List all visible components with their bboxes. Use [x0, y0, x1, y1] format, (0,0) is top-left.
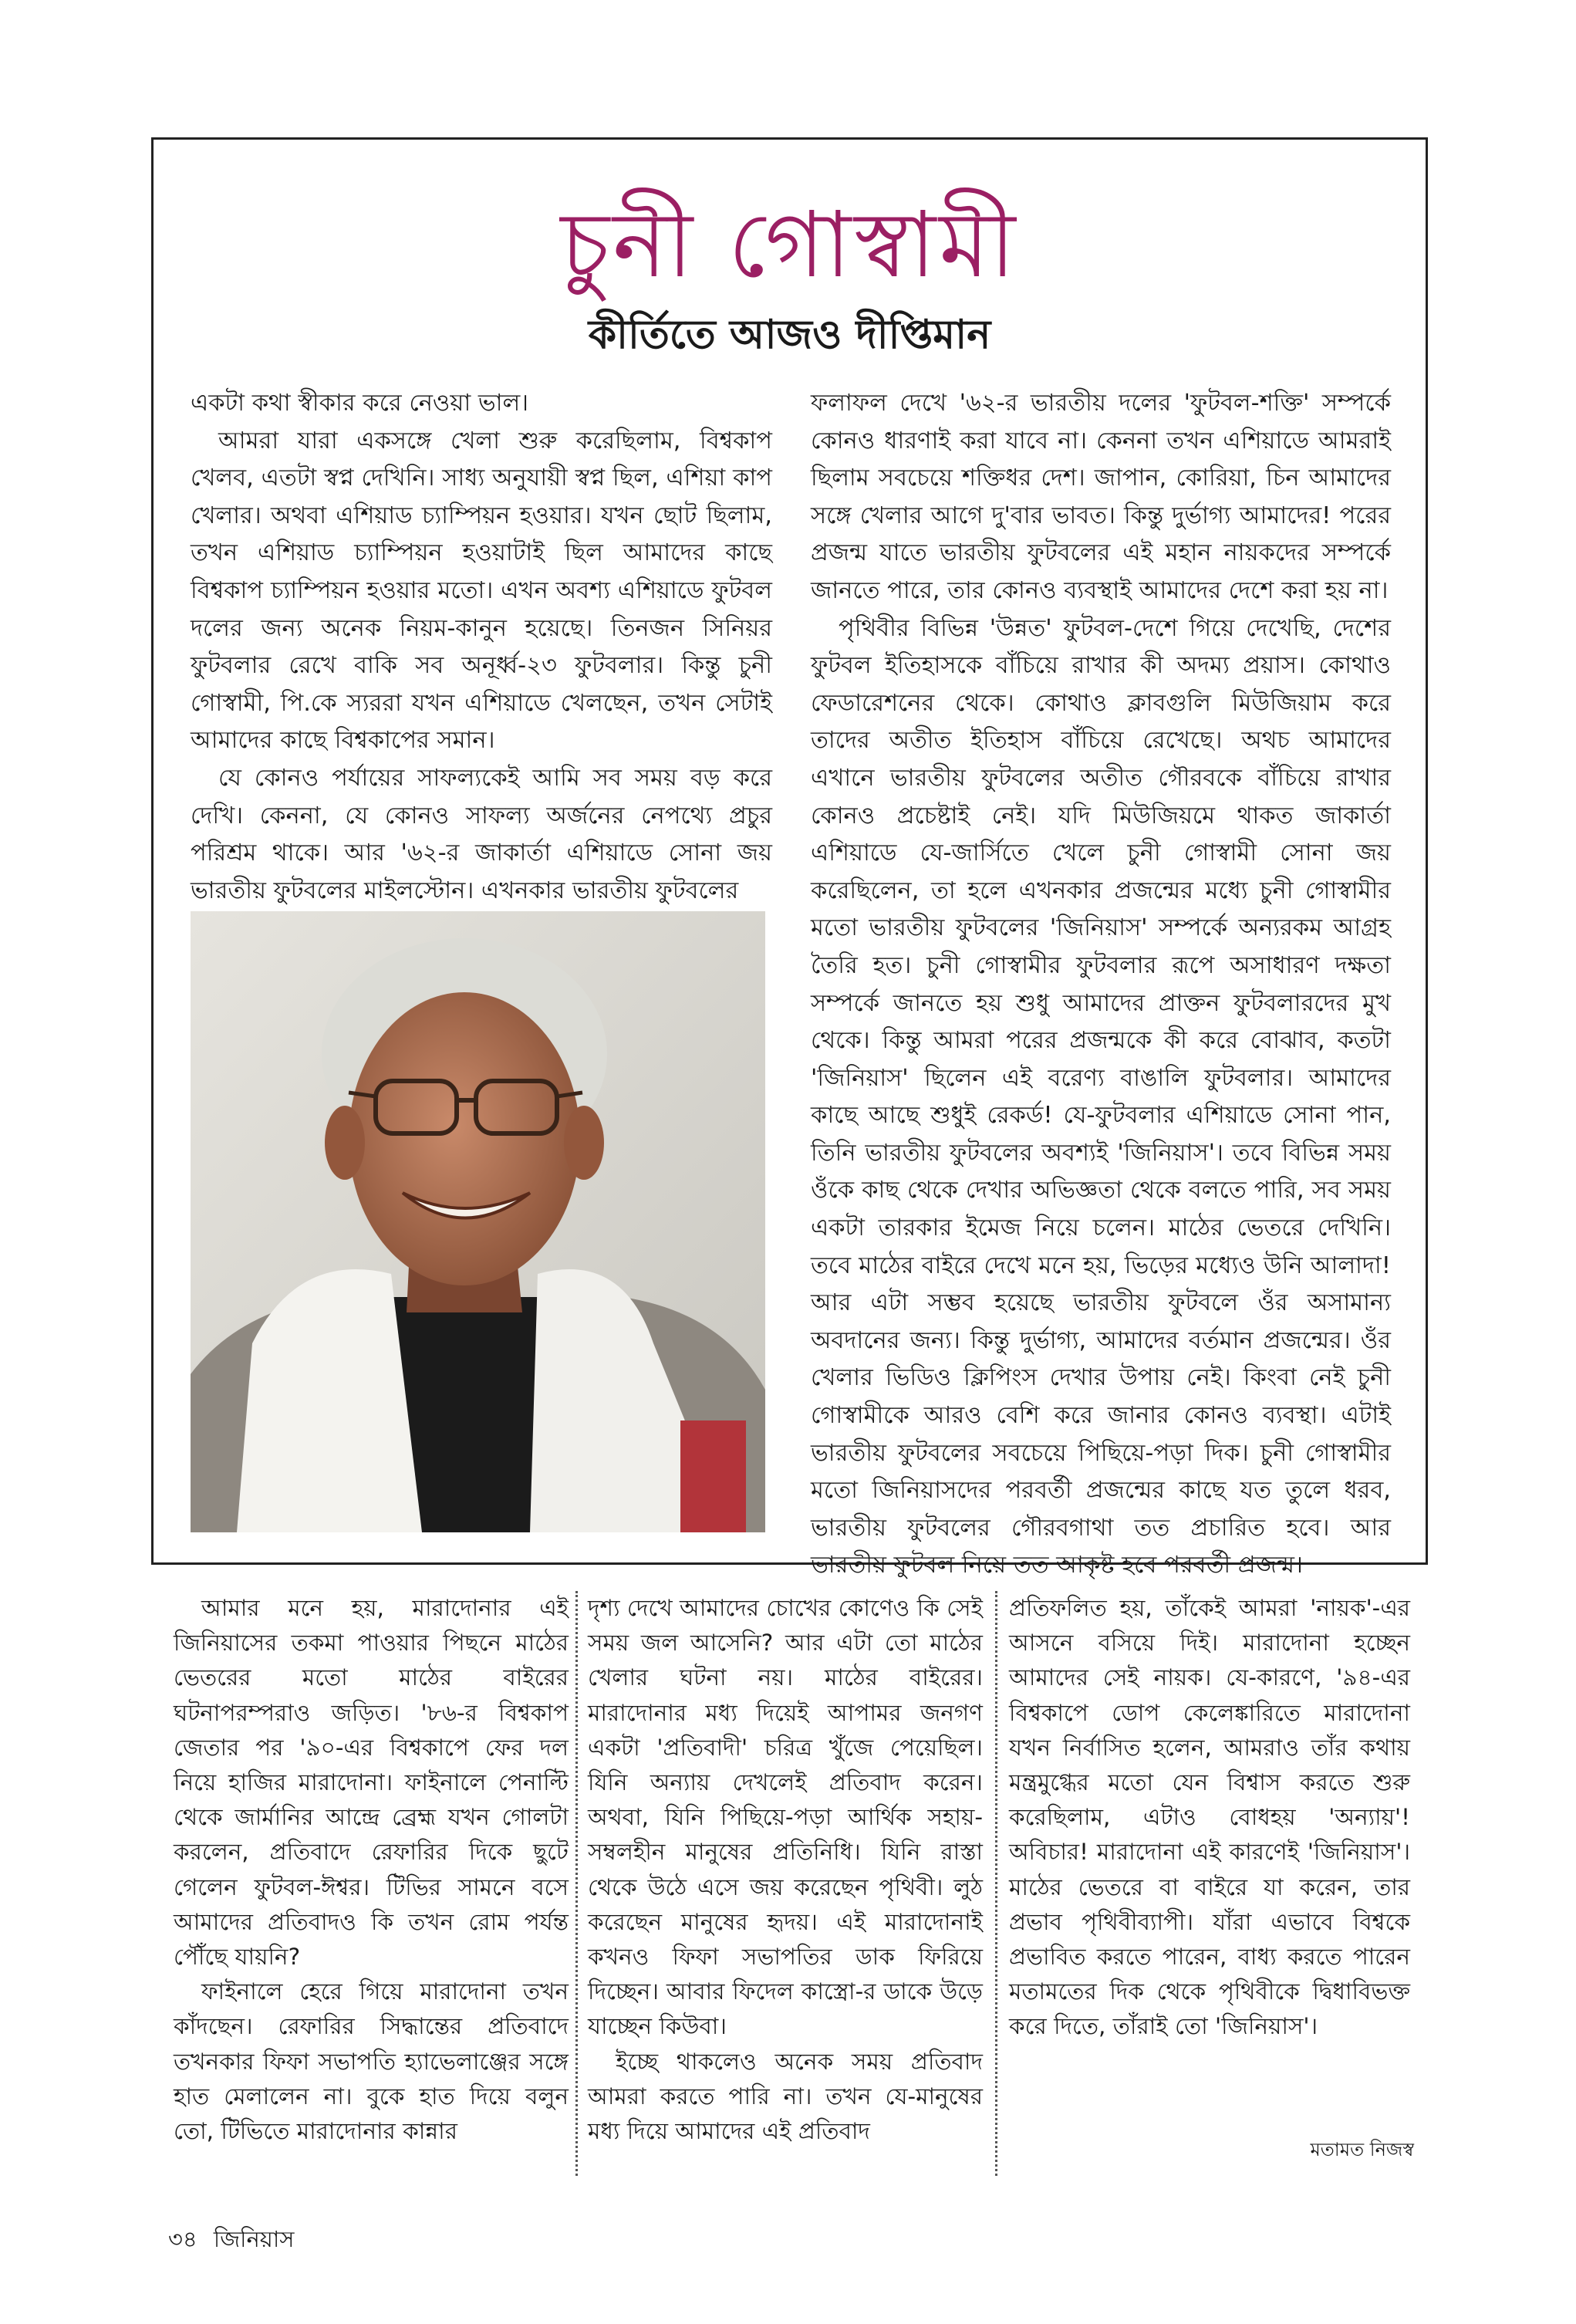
bottom-column-3 [1009, 1591, 1410, 2045]
paragraph: যে কোনও পর্যায়ের সাফল্যকেই আমি সব সময় বড় করে দেখি। কেননা, যে কোনও সাফল্য অর্জনের নেপথ্যে প্রচুর পরিশ্রম থাকে। আর '৬২-র জাকার্তা এশিয়াডে সোনা জয় ভারতীয় ফুটবলের মাইলস্টোন। এখনকার ভারতীয় ফুটবলের [191, 764, 772, 904]
paragraph: প্রতিফলিত হয়, তাঁকেই আমরা 'নায়ক'-এর আসনে বসিয়ে দিই। মারাদোনা হচ্ছেন আমাদের সেই নায়ক। যে-কারণে, '৯৪-এর বিশ্বকাপে ডোপ কেলেঙ্কারিতে মারাদোনা যখন নির্বাসিত হলেন, আমরাও তাঁর কথায় মন্ত্রমুগ্ধের মতো যেন বিশ্বাস করতে শুরু করেছিলাম, এটাও বোধহয় 'অন্যায়'! অবিচার! মারাদোনা এই কারণেই 'জিনিয়াস'। মাঠের ভেতরে বা বাইরে যা করেন, তার প্রভাব পৃথিবীব্যাপী। যাঁরা এভাবে বিশ্বকে প্রভাবিত করতে পারেন, বাধ্য করতে পারেন মতামতের দিক থেকে পৃথিবীকে দ্বিধাবিভক্ত করে দিতে, তাঁরাই তো 'জিনিয়াস'। [1009, 1595, 1410, 2040]
bottom-column-1 [174, 1591, 569, 2149]
opinion-credit: মতামত নিজস্ব [1310, 2139, 1414, 2160]
paragraph: পৃথিবীর বিভিন্ন 'উন্নত' ফুটবল-দেশে গিয়ে দেখেছি, দেশের ফুটবল ইতিহাসকে বাঁচিয়ে রাখার কী অদম্য প্রয়াস। কোথাও ফেডারেশনের থেকে। কোথাও ক্লাবগুলি মিউজিয়াম করে তাদের অতীত ইতিহাস বাঁচিয়ে রেখেছে। অথচ আমাদের এখানে ভারতীয় ফুটবলের অতীত গৌরবকে বাঁচিয়ে রাখার কোনও প্রচেষ্টাই নেই। যদি মিউজিয়মে থাকত জাকার্তা এশিয়াডে যে-জার্সিতে খেলে চুনী গোস্বামী সোনা জয় করেছিলেন, তা হলে এখনকার প্রজন্মের মধ্যে চুনী গোস্বামীর মতো ভারতীয় ফুটবলের 'জিনিয়াস' সম্পর্কে অন্যরকম আগ্রহ তৈরি হত। চুনী গোস্বামীর ফুটবলার রূপে অসাধারণ দক্ষতা সম্পর্কে জানতে হয় শুধু আমাদের প্রাক্তন ফুটবলারদের মুখ থেকে। কিন্তু আমরা পরের প্রজন্মকে কী করে বোঝাব, কতটা 'জিনিয়াস' ছিলেন এই বরেণ্য বাঙালি ফুটবলার। আমাদের কাছে আছে শুধুই রেকর্ড! যে-ফুটবলার এশিয়াডে সোনা পান, তিনি ভারতীয় ফুটবলের অবশ্যই 'জিনিয়াস'। তবে বিভিন্ন সময় ওঁকে কাছ থেকে দেখার অভিজ্ঞতা থেকে বলতে পারি, সব সময় একটা তারকার ইমেজ নিয়ে চলেন। মাঠের ভেতরে দেখিনি। তবে মাঠের বাইরে দেখে মনে হয়, ভিড়ের মধ্যেও উনি আলাদা! আর এটা সম্ভব হয়েছে ভারতীয় ফুটবলে ওঁর অসামান্য অবদানের জন্য। কিন্তু দুর্ভাগ্য, আমাদের বর্তমান প্রজন্মের। ওঁর খেলার ভিডিও ক্লিপিংস দেখার উপায় নেই। কিংবা নেই চুনী গোস্বামীকে আরও বেশি করে জানার কোনও ব্যবস্থা। এটাই ভারতীয় ফুটবলের সবচেয়ে পিছিয়ে-পড়া দিক। চুনী গোস্বামীর মতো জিনিয়াসদের পরবর্তী প্রজন্মের কাছে যত তুলে ধরব, ভারতীয় ফুটবলের গৌরবগাথা তত প্রচারিত হবে। আর ভারতীয় ফুটবল নিয়ে তত আকৃষ্ট হবে পরবর্তী প্রজন্ম। [811, 614, 1391, 1579]
page-footer [168, 2222, 294, 2260]
left-column [191, 385, 772, 910]
paragraph: ইচ্ছে থাকলেও অনেক সময় প্রতিবাদ আমরা করতে পারি না। তখন যে-মানুষের মধ্য দিয়ে আমাদের এই প্রতিবাদ [588, 2048, 983, 2145]
column-divider [575, 1591, 578, 2176]
paragraph: দৃশ্য দেখে আমাদের চোখের কোণেও কি সেই সময় জল আসেনি? আর এটা তো মাঠের খেলার ঘটনা নয়। মাঠের বাইরের। মারাদোনার মধ্য দিয়েই আপামর জনগণ একটা 'প্রতিবাদী' চরিত্র খুঁজে পেয়েছিল। যিনি অন্যায় দেখলেই প্রতিবাদ করেন। অথবা, যিনি পিছিয়ে-পড়া আর্থিক সহায়-সম্বলহীন মানুষের প্রতিনিধি। যিনি রাস্তা থেকে উঠে এসে জয় করেছেন পৃথিবী। লুঠ করেছেন মানুষের হৃদয়। এই মারাদোনাই কখনও ফিফা সভাপতির ডাক ফিরিয়ে দিচ্ছেন। আবার ফিদেল কাস্ত্রো-র ডাকে উড়ে যাচ্ছেন কিউবা। [588, 1595, 983, 2040]
paragraph: আমার মনে হয়, মারাদোনার এই জিনিয়াসের তকমা পাওয়ার পিছনে মাঠের ভেতরের মতো মাঠের বাইরের ঘটনাপরম্পরাও জড়িত। '৮৬-র বিশ্বকাপ জেতার পর '৯০-এর বিশ্বকাপে ফের দল নিয়ে হাজির মারাদোনা। ফাইনালে পেনাল্টি থেকে জার্মানির আন্দ্রে ব্রেহ্ম যখন গোলটা করলেন, প্রতিবাদে রেফারির দিকে ছুটে গেলেন ফুটবল-ঈশ্বর। টিভির সামনে বসে আমাদের প্রতিবাদও কি তখন রোম পর্যন্ত পৌঁছে যায়নি? [174, 1595, 569, 1971]
bottom-column-2 [588, 1591, 983, 2149]
magazine-name: জিনিয়াস [213, 2226, 295, 2252]
paragraph: ফাইনালে হেরে গিয়ে মারাদোনা তখন কাঁদছেন। রেফারির সিদ্ধান্তের প্রতিবাদে তখনকার ফিফা সভাপতি হ্যাভেলাঞ্জের সঙ্গে হাত মেলালেন না। বুকে হাত দিয়ে বলুন তো, টিভিতে মারাদোনার কান্নার [174, 1978, 569, 2145]
article-title: চুনী গোস্বামী [560, 191, 1019, 298]
page-number: ৩৪ [168, 2226, 197, 2252]
paragraph: একটা কথা স্বীকার করে নেওয়া ভাল। [191, 390, 529, 417]
article-subtitle: কীর্তিতে আজও দীপ্তিমান [588, 312, 991, 358]
right-column [811, 385, 1391, 1585]
paragraph: আমরা যারা একসঙ্গে খেলা শুরু করেছিলাম, বিশ্বকাপ খেলব, এতটা স্বপ্ন দেখিনি। সাধ্য অনুযায়ী স্বপ্ন ছিল, এশিয়া কাপ খেলার। অথবা এশিয়াড চ্যাম্পিয়ন হওয়ার। যখন ছোট ছিলাম, তখন এশিয়াড চ্যাম্পিয়ন হওয়াটাই ছিল আমাদের কাছে বিশ্বকাপ চ্যাম্পিয়ন হওয়ার মতো। এখন অবশ্য এশিয়াডে ফুটবল দলের জন্য অনেক নিয়ম-কানুন হয়েছে। তিনজন সিনিয়র ফুটবলার রেখে বাকি সব অনূর্ধ্ব-২৩ ফুটবলার। কিন্তু চুনী গোস্বামী, পি.কে স্যররা যখন এশিয়াডে খেলছেন, তখন সেটাই আমাদের কাছে বিশ্বকাপের সমান। [191, 427, 772, 755]
portrait-photo [191, 911, 765, 1532]
article-box [151, 137, 1428, 1579]
column-divider [995, 1591, 997, 2176]
paragraph: ফলাফল দেখে '৬২-র ভারতীয় দলের 'ফুটবল-শক্তি' সম্পর্কে কোনও ধারণাই করা যাবে না। কেননা তখন এশিয়াডে আমরাই ছিলাম সবচেয়ে শক্তিধর দেশ। জাপান, কোরিয়া, চিন আমাদের সঙ্গে খেলার আগে দু'বার ভাবত। কিন্তু দুর্ভাগ্য আমাদের! পরের প্রজন্ম যাতে ভারতীয় ফুটবলের এই মহান নায়কদের সম্পর্কে জানতে পারে, তার কোনও ব্যবস্থাই আমাদের দেশে করা হয় না। [811, 390, 1391, 604]
portrait-illustration [191, 911, 765, 1532]
